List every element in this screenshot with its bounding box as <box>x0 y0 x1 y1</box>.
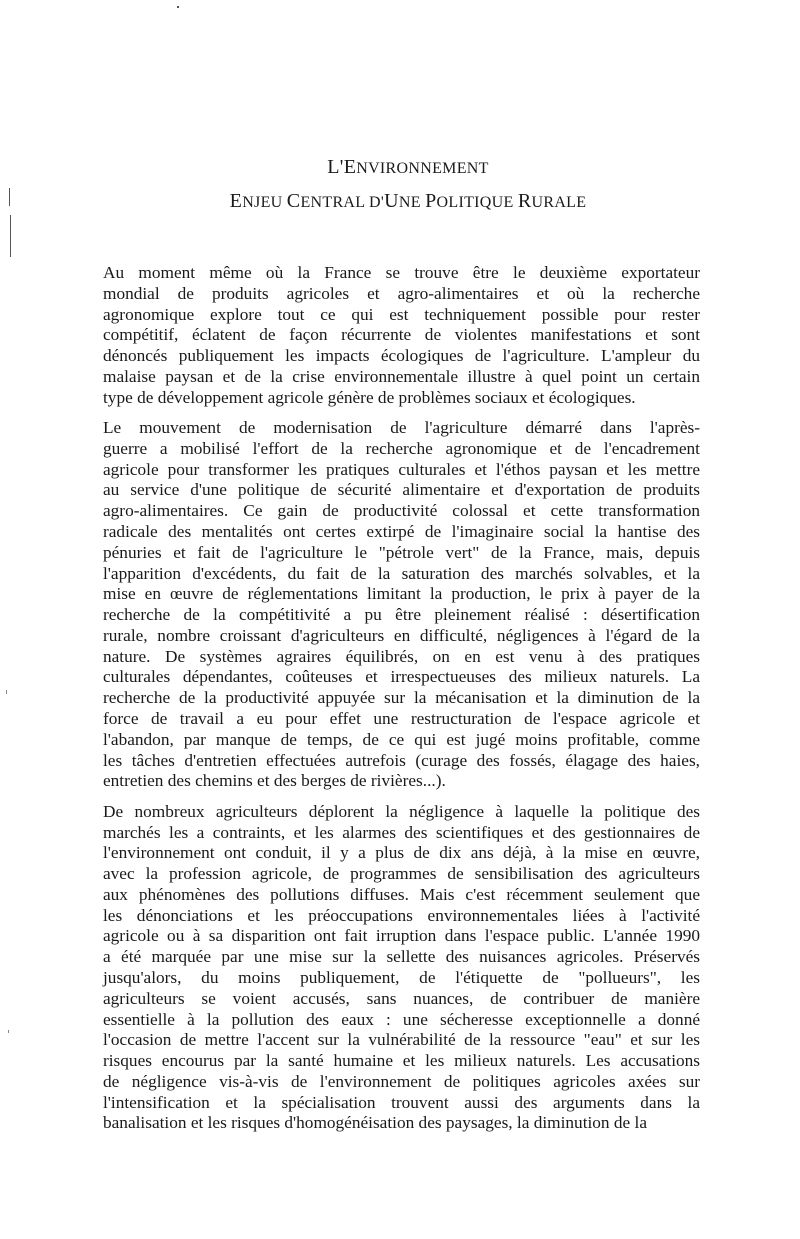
text-line: aux phénomènes des pollutions diffuses. Mais c'est récemment seulement que <box>103 884 700 904</box>
scan-speck <box>177 6 179 8</box>
paragraph-3 <box>103 802 700 1135</box>
text-line: culturales dépendantes, coûteuses et irrespectueuses des milieux naturels. La <box>103 667 700 687</box>
text-line: force de travail a eu pour effet une restructuration de l'espace agricole et <box>103 709 700 728</box>
text-line: nature. De systèmes agraires équilibrés, on en est venu à des pratiques <box>103 646 700 666</box>
body-text <box>103 263 700 1144</box>
text-line: les tâches d'entretien effectuées autrefois (curage des fossés, élagage des haies, <box>103 750 700 770</box>
text-line: agricole ou à sa disparition ont fait irruption dans l'espace public. L'année 1990 <box>103 926 700 946</box>
chapter-title-line-1: L'ENVIRONNEMENT <box>327 156 489 178</box>
scan-speck <box>8 1030 9 1033</box>
text-line: guerre a mobilisé l'effort de la recherche agronomique et de l'encadrement <box>103 438 700 458</box>
text-line: type de développement agricole génère de problèmes sociaux et écologiques. <box>103 387 636 407</box>
text-line: essentielle à la pollution des eaux : une sécheresse exceptionnelle a donné <box>103 1009 700 1029</box>
text-line: malaise paysan et de la crise environnementale illustre à quel point un certain <box>103 366 700 386</box>
scan-speck <box>6 690 7 694</box>
text-line: De nombreux agriculteurs déplorent la négligence à laquelle la politique des <box>103 801 700 821</box>
text-line: au service d'une politique de sécurité alimentaire et d'exportation de produits <box>103 480 700 500</box>
text-line: jusqu'alors, du moins publiquement, de l'étiquette de "pollueurs", les <box>103 967 700 987</box>
text-line: compétitif, éclatent de façon récurrente de violentes manifestations et sont <box>103 325 700 345</box>
text-line: l'abandon, par manque de temps, de ce qui est jugé moins profitable, comme <box>103 729 700 749</box>
text-line: les dénonciations et les préoccupations environnementales liées à l'activité <box>103 905 700 925</box>
text-line: agronomique explore tout ce qui est techniquement possible pour rester <box>103 304 700 324</box>
text-line: risques encourus par la santé humaine et les milieux naturels. Les accusations <box>103 1051 700 1071</box>
text-line: agro-alimentaires. Ce gain de productivité colossal et cette transformation <box>103 501 700 521</box>
text-line: a été marquée par une mise sur la sellette des nuisances agricoles. Préservés <box>103 947 700 967</box>
text-line: l'intensification et la spécialisation trouvent aussi des arguments dans la <box>103 1092 700 1112</box>
text-line: avec la profession agricole, de programmes de sensibilisation des agriculteurs <box>103 864 700 884</box>
text-line: l'occasion de mettre l'accent sur la vulnérabilité de la ressource "eau" et sur les <box>103 1030 700 1050</box>
text-line: Au moment même où la France se trouve être le deuxième exportateur <box>103 263 700 282</box>
text-line: de négligence vis-à-vis de l'environnement de politiques agricoles axées sur <box>103 1071 700 1091</box>
text-line: mise en œuvre de réglementations limitant la production, le prix à payer de la <box>103 584 700 604</box>
text-line: banalisation et les risques d'homogénéisation des paysages, la diminution de la <box>103 1113 647 1133</box>
text-line: Le mouvement de modernisation de l'agriculture démarré dans l'après- <box>103 418 700 438</box>
text-line: recherche de la productivité appuyée sur la mécanisation et la diminution de la <box>103 688 700 708</box>
text-line: l'apparition d'excédents, du fait de la saturation des marchés solvables, et la <box>103 563 700 583</box>
text-line: recherche de la compétitivité a pu être pleinement réalisé : désertification <box>103 605 700 625</box>
scan-margin-line <box>10 215 11 257</box>
chapter-title-line-2: ENJEU CENTRAL D'UNE POLITIQUE RURALE <box>229 190 587 212</box>
text-line: rurale, nombre croissant d'agriculteurs en difficulté, négligences à l'égard de la <box>103 625 700 645</box>
text-line: entretien des chemins et des berges de rivières...). <box>103 771 446 791</box>
text-line: dénoncés publiquement les impacts écologiques de l'agriculture. L'ampleur du <box>103 346 700 366</box>
paragraph-1 <box>103 263 700 408</box>
text-line: mondial de produits agricoles et agro-alimentaires et où la recherche <box>103 283 700 303</box>
text-line: pénuries et fait de l'agriculture le "pétrole vert" de la France, mais, depuis <box>103 542 700 562</box>
text-line: agriculteurs se voient accusés, sans nuances, de contribuer de manière <box>103 988 700 1008</box>
text-line: agricole pour transformer les pratiques culturales et l'éthos paysan et les mettre <box>103 459 700 479</box>
text-line: l'environnement ont conduit, il y a plus de dix ans déjà, à la mise en œuvre, <box>103 843 700 863</box>
text-line: radicale des mentalités ont certes extirpé de l'imaginaire social la hantise des <box>103 521 700 541</box>
paragraph-2 <box>103 418 700 792</box>
text-line: marchés les a contraints, et les alarmes des scientifiques et des gestionnaires de <box>103 822 700 842</box>
